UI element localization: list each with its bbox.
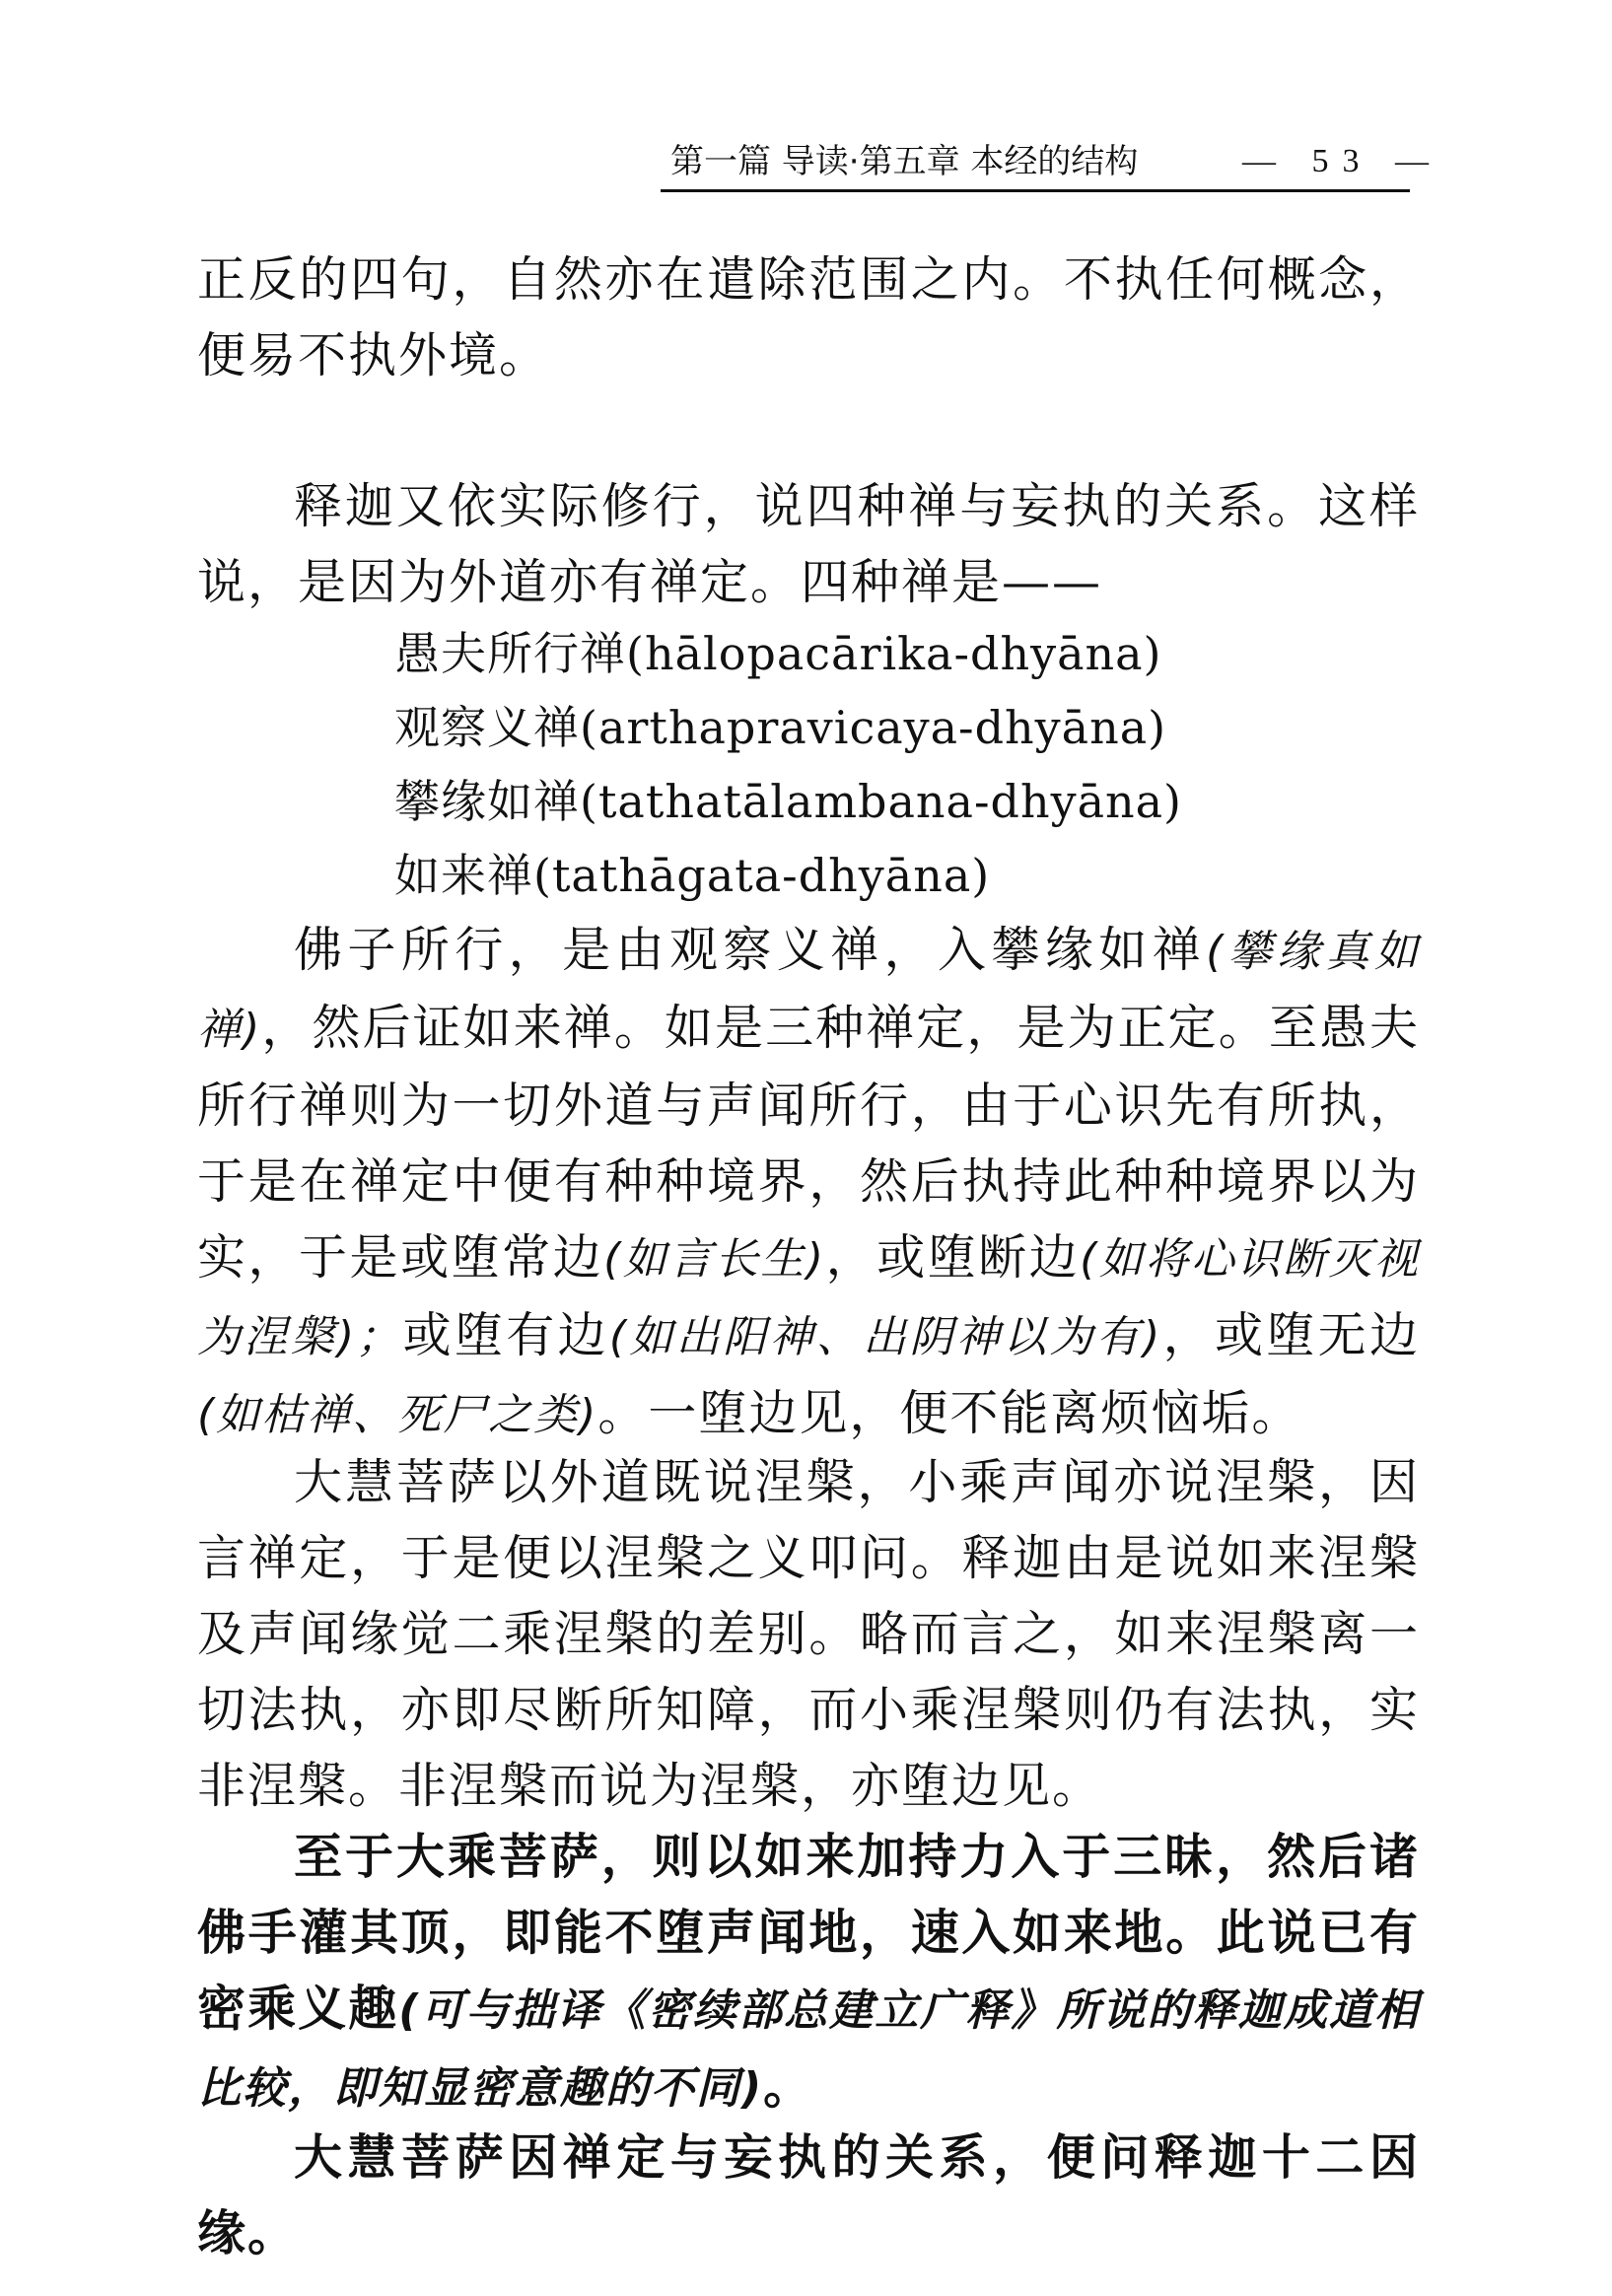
paragraph-3	[197, 912, 1420, 1453]
p3-segment: ，或堕断边	[825, 1229, 1081, 1286]
paragraph-2	[197, 468, 1420, 620]
p5-segment: 至于大乘菩萨，则以如来加持力入于三昧，然后诸佛手灌其顶，即能不堕声闻地，速入如来地。此说已有密乘义趣	[197, 1828, 1420, 2037]
dhyana-list-item: 如来禅(tathāgata-dhyāna)	[394, 849, 991, 902]
p3-note: (如言长生)	[603, 1234, 826, 1285]
dhyana-list-item: 观察义禅(arthapravicaya-dhyāna)	[394, 701, 1167, 754]
p3-note: (如枯禅、死尸之类)	[197, 1390, 598, 1440]
dhyana-list-item: 愚夫所行禅(hālopacārika-dhyāna)	[394, 627, 1162, 680]
paragraph-1-text: 正反的四句，自然亦在遣除范围之内。不执任何概念，便易不执外境。	[197, 251, 1420, 383]
page-number: — 53 —	[1242, 143, 1442, 179]
paragraph-5	[197, 1819, 1420, 2126]
p5-segment: 。	[763, 2057, 814, 2115]
paragraph-4-text: 大慧菩萨以外道既说涅槃，小乘声闻亦说涅槃，因言禅定，于是便以涅槃之义叩问。释迦由是说如来涅槃及声闻缘觉二乘涅槃的差别。略而言之，如来涅槃离一切法执，亦即尽断所知障，而小乘涅槃则仍有法执，实非涅槃。非涅槃而说为涅槃，亦堕边见。	[197, 1454, 1420, 1814]
paragraph-4	[197, 1444, 1420, 1824]
p3-note: (如出阳神、出阴神以为有)	[608, 1312, 1162, 1362]
p3-segment: ，然后证如来禅。如是三种禅定，是为正定。至愚夫所行禅则为一切外道与声闻所行，由于心识先有所执，于是在禅定中便有种种境界，然后执持此种种境界以为实，于是或堕常边	[197, 1000, 1420, 1286]
p3-segment: 。一堕边见，便不能离烦恼垢。	[597, 1385, 1302, 1441]
p5-note: (可与拙译《密续部总建立广释》所说的释迦成道相比较，即知显密意趣的不同)	[197, 1985, 1420, 2114]
header-title: 第一篇 导读·第五章 本经的结构	[670, 142, 1139, 181]
dhyana-list-item: 攀缘如禅(tathatālambana-dhyāna)	[394, 775, 1183, 828]
paragraph-2-text: 释迦又依实际修行，说四种禅与妄执的关系。这样说，是因为外道亦有禅定。四种禅是——	[197, 478, 1420, 610]
p3-segment: 佛子所行，是由观察义禅，入攀缘如禅	[294, 922, 1207, 978]
paragraph-3-text	[197, 912, 1420, 1453]
p3-note: (如将心识断灭视为涅槃)；	[197, 1234, 1420, 1362]
running-header	[661, 138, 1442, 192]
paragraph-6-text: 大慧菩萨因禅定与妄执的关系，便问释迦十二因缘。	[197, 2128, 1420, 2261]
p3-note: (攀缘真如禅)	[197, 927, 1420, 1055]
paragraph-6	[197, 2120, 1420, 2271]
paragraph-1	[197, 242, 1420, 393]
p3-segment: 或堕有边	[401, 1307, 609, 1363]
paragraph-5-text	[197, 1819, 1420, 2126]
p3-segment: ，或堕无边	[1161, 1307, 1420, 1363]
